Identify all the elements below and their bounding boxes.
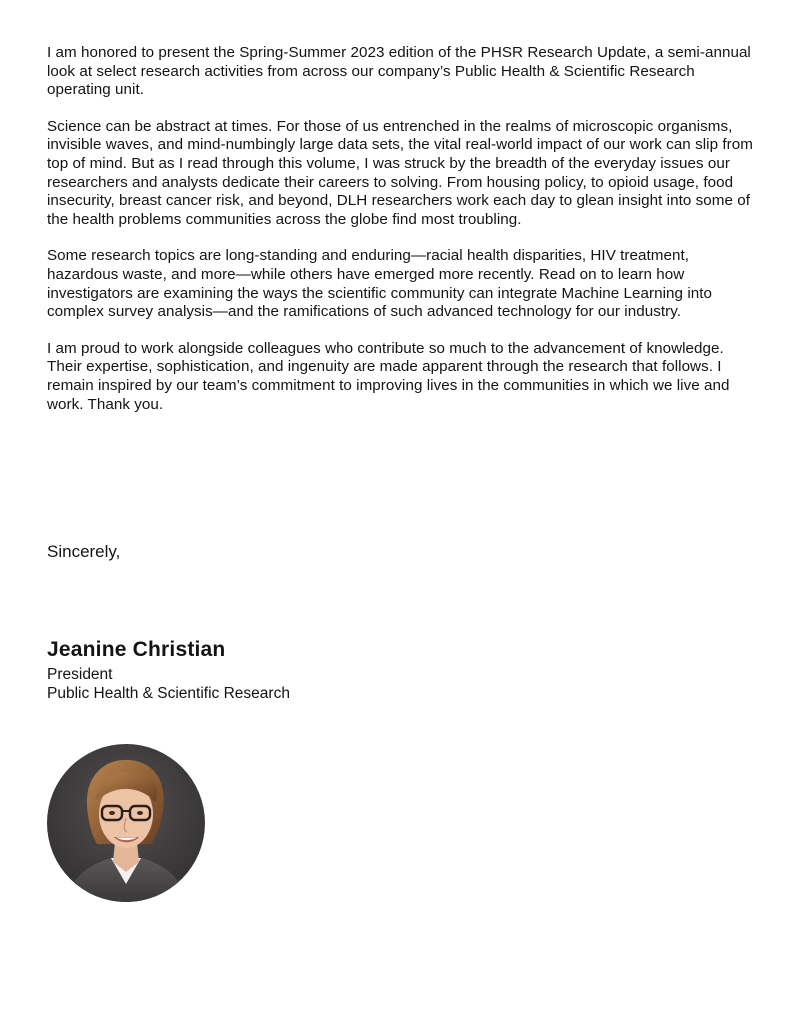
letter-closing: Sincerely, <box>47 542 121 561</box>
signatory-title: President <box>47 666 113 683</box>
signatory-name: Jeanine Christian <box>47 638 226 661</box>
letter-paragraph-1: I am honored to present the Spring-Summer 2023 edition of the PHSR Research Update, a semi-annual look at select research activities from across our company’s Public Health & Scientific Research operating unit. <box>47 44 751 99</box>
headshot-photo <box>47 744 205 902</box>
letter-body <box>47 44 762 432</box>
letter-paragraph-3: Some research topics are long-standing and enduring—racial health disparities, HIV treatment, hazardous waste, and more—while others have emerged more recently. Read on to learn how investigators are examining the ways the scientific community can integrate Machine Learning into complex survey analysis—and the ramifications of such advanced technology for our industry. <box>47 247 713 321</box>
signatory-unit: Public Health & Scientific Research <box>47 685 290 702</box>
letter-paragraph-4: I am proud to work alongside colleagues who contribute so much to the advancement of knowledge. Their expertise, sophistication, and ingenuity are made apparent through the research that follows. I remain inspired by our team’s commitment to improving lives in the communities in which we live and work. Thank you. <box>47 339 730 413</box>
letter-paragraph-2: Science can be abstract at times. For those of us entrenched in the realms of microscopic organisms, invisible waves, and mind-numbingly large data sets, the vital real-world impact of our work can slip from top of mind. But as I read through this volume, I was struck by the breadth of the everyday issues our researchers and analysts dedicate their careers to solving. From housing policy, to opioid usage, food insecurity, breast cancer risk, and beyond, DLH researchers work each day to glean insight into some of the health problems communities across the globe find most troubling. <box>47 117 753 228</box>
headshot-illustration <box>47 744 205 902</box>
